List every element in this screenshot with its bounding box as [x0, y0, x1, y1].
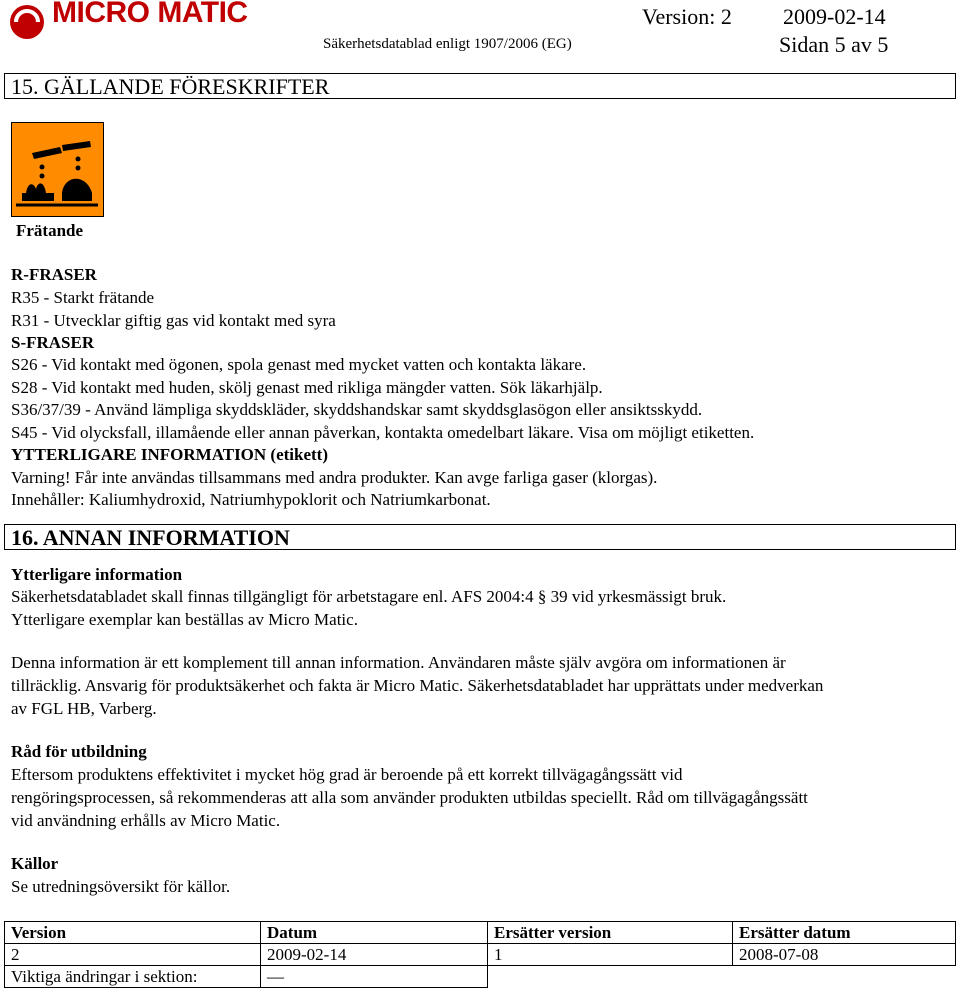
cell-version: 2 [5, 944, 261, 966]
cell-replaces-date: 2008-07-08 [733, 944, 956, 966]
cell-empty [733, 966, 956, 988]
training-line-1: Eftersom produktens effektivitet i mycket hög grad är beroende på ett korrekt tillvägagångssätt vid [11, 765, 683, 784]
phrase-s26: S26 - Vid kontakt med ögonen, spola genast med mycket vatten och kontakta läkare. [11, 355, 587, 374]
cell-empty [488, 966, 733, 988]
corrosive-icon [11, 122, 104, 217]
phrase-r35: R35 - Starkt frätande [11, 288, 155, 307]
header-date: Datum [261, 922, 488, 944]
section-16-title: 16. ANNAN INFORMATION [4, 524, 956, 550]
header-replaces-date: Ersätter datum [733, 922, 956, 944]
hazard-label: Frätande [16, 221, 84, 240]
extra-info-heading: YTTERLIGARE INFORMATION (etikett) [11, 445, 329, 464]
table-row [5, 944, 956, 966]
more-info-heading: Ytterligare information [11, 565, 183, 584]
cell-replaces-version: 1 [488, 944, 733, 966]
info-line-3: av FGL HB, Varberg. [11, 699, 157, 718]
info-line-2: tillräcklig. Ansvarig för produktsäkerhet och fakta är Micro Matic. Säkerhetsdatabladet har upprättats under medverkan [11, 676, 824, 695]
training-heading: Råd för utbildning [11, 742, 147, 761]
more-info-line-2: Ytterligare exemplar kan beställas av Micro Matic. [11, 610, 358, 629]
training-line-2: rengöringsprocessen, så rekommenderas att alla som använder produkten utbildas speciellt. Råd om tillvägagångssätt [11, 788, 808, 807]
contains-text: Innehåller: Kaliumhydroxid, Natriumhypoklorit och Natriumkarbonat. [11, 490, 491, 509]
cell-changes-value: — [261, 966, 488, 988]
document-date: 2009-02-14 [783, 4, 886, 29]
document-subtitle: Säkerhetsdatablad enligt 1907/2006 (EG) [323, 36, 572, 52]
revision-table [4, 921, 956, 988]
phrase-r31: R31 - Utvecklar giftig gas vid kontakt med syra [11, 311, 336, 330]
cell-date: 2009-02-14 [261, 944, 488, 966]
r-phrases-heading: R-FRASER [11, 265, 97, 284]
logo-text: MICRO MATIC [52, 0, 248, 29]
document-version: Version: 2 [642, 4, 732, 29]
phrase-s45: S45 - Vid olycksfall, illamående eller annan påverkan, kontakta omedelbart läkare. Visa om möjligt etiketten. [11, 423, 755, 442]
training-line-3: vid användning erhålls av Micro Matic. [11, 811, 281, 830]
more-info-line-1: Säkerhetsdatabladet skall finnas tillgängligt för arbetstagare enl. AFS 2004:4 § 39 vid yrkesmässigt bruk. [11, 587, 727, 606]
section-15-title: 15. GÄLLANDE FÖRESKRIFTER [4, 73, 956, 99]
phrase-s28: S28 - Vid kontakt med huden, skölj genast med rikliga mängder vatten. Sök läkarhjälp. [11, 378, 603, 397]
header-replaces-version: Ersätter version [488, 922, 733, 944]
phrase-s36: S36/37/39 - Använd lämpliga skyddskläder, skyddshandskar samt skyddsglasögon eller ansiktsskydd. [11, 400, 703, 419]
warning-text: Varning! Får inte användas tillsammans med andra produkter. Kan avge farliga gaser (klorgas). [11, 468, 658, 487]
s-phrases-heading: S-FRASER [11, 333, 95, 352]
table-row [5, 966, 956, 988]
sources-text: Se utredningsöversikt för källor. [11, 877, 231, 896]
logo-icon [8, 0, 46, 44]
header-version: Version [5, 922, 261, 944]
sources-heading: Källor [11, 854, 59, 873]
table-header-row [5, 922, 956, 944]
info-line-1: Denna information är ett komplement till annan information. Användaren måste själv avgöra om informationen är [11, 653, 786, 672]
cell-changes-label: Viktiga ändringar i sektion: [5, 966, 261, 988]
page-number: Sidan 5 av 5 [779, 32, 889, 57]
